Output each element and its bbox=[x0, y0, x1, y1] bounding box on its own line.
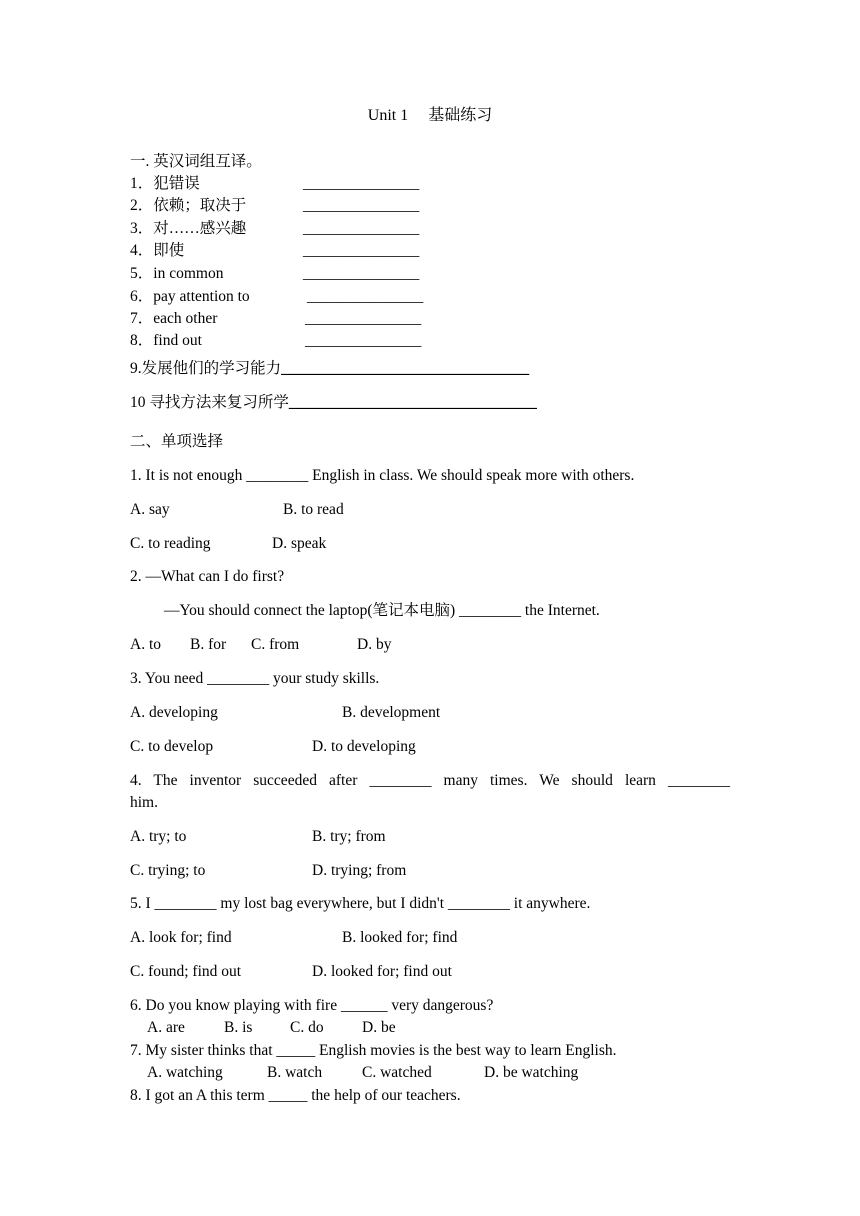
item-text: in common bbox=[153, 265, 224, 282]
q3-option-a: A. developing bbox=[130, 704, 218, 721]
q2-option-b: B. for bbox=[190, 636, 227, 653]
item-text: 依赖；取决于 bbox=[153, 197, 247, 214]
item-text: pay attention to bbox=[153, 288, 250, 305]
q1-option-c: C. to reading bbox=[130, 535, 211, 552]
q3-option-b: B. development bbox=[342, 704, 441, 721]
question-6-stem: 6. Do you know playing with fire ______ very dangerous? bbox=[130, 997, 494, 1014]
q6-option-c: C. do bbox=[290, 1019, 324, 1036]
page-title: Unit 1 基础练习 bbox=[367, 107, 493, 124]
item-number: 1． bbox=[130, 175, 154, 192]
item-text: find out bbox=[153, 332, 202, 349]
item-number: 5． bbox=[130, 265, 154, 282]
answer-blank-2: _______________ bbox=[303, 197, 420, 214]
item-text: 10 寻找方法来复习所学 bbox=[130, 394, 289, 411]
question-3-stem: 3. You need ________ your study skills. bbox=[130, 670, 380, 687]
answer-blank-3: _______________ bbox=[303, 220, 420, 237]
vocab-item-4 bbox=[130, 241, 184, 261]
q7-option-a: A. watching bbox=[147, 1064, 223, 1081]
q2-option-c: C. from bbox=[251, 636, 300, 653]
q7-option-d: D. be watching bbox=[484, 1064, 579, 1081]
q4-option-a: A. try; to bbox=[130, 828, 187, 845]
answer-blank-4: _______________ bbox=[303, 242, 420, 259]
answer-blank-7: _______________ bbox=[305, 310, 422, 327]
answer-blank-9: ________________________________ bbox=[281, 360, 530, 377]
q1-option-d: D. speak bbox=[272, 535, 327, 552]
answer-blank-8: _______________ bbox=[305, 332, 422, 349]
q1-option-b: B. to read bbox=[283, 501, 344, 518]
question-7-stem: 7. My sister thinks that _____ English movies is the best way to learn English. bbox=[130, 1042, 617, 1059]
item-text: 即使 bbox=[153, 242, 185, 259]
question-4-stem: 4. The inventor succeeded after ________ many times. We should learn ________ bbox=[130, 772, 730, 789]
q4-option-b: B. try; from bbox=[312, 828, 386, 845]
q6-option-d: D. be bbox=[362, 1019, 396, 1036]
vocab-item-10 bbox=[130, 393, 537, 413]
q1-option-a: A. say bbox=[130, 501, 170, 518]
q6-option-a: A. are bbox=[147, 1019, 185, 1036]
vocab-item-5 bbox=[130, 264, 223, 284]
answer-blank-6: _______________ bbox=[307, 288, 424, 305]
q4-option-c: C. trying; to bbox=[130, 862, 206, 879]
answer-blank-10: ________________________________ bbox=[288, 394, 537, 411]
item-number: 6． bbox=[130, 288, 154, 305]
question-8-stem: 8. I got an A this term _____ the help of our teachers. bbox=[130, 1087, 461, 1104]
vocab-item-6 bbox=[130, 287, 250, 307]
q3-option-d: D. to developing bbox=[312, 738, 416, 755]
section2-heading: 二、单项选择 bbox=[130, 433, 224, 450]
q2-option-d: D. by bbox=[357, 636, 392, 653]
item-number: 4． bbox=[130, 242, 154, 259]
q7-option-c: C. watched bbox=[362, 1064, 432, 1081]
q5-option-a: A. look for; find bbox=[130, 929, 232, 946]
q4-option-d: D. trying; from bbox=[312, 862, 407, 879]
vocab-item-7 bbox=[130, 309, 217, 329]
question-2-stem-2: —You should connect the laptop(笔记本电脑) ________ the Internet. bbox=[164, 602, 600, 619]
vocab-item-9 bbox=[130, 359, 529, 379]
vocab-item-3 bbox=[130, 219, 246, 239]
answer-blank-1: _______________ bbox=[303, 175, 420, 192]
q5-option-d: D. looked for; find out bbox=[312, 963, 452, 980]
item-text: 9.发展他们的学习能力 bbox=[130, 360, 282, 377]
item-number: 7． bbox=[130, 310, 154, 327]
vocab-item-1 bbox=[130, 174, 200, 194]
q6-option-b: B. is bbox=[224, 1019, 253, 1036]
answer-blank-5: _______________ bbox=[303, 265, 420, 282]
question-1-stem: 1. It is not enough ________ English in class. We should speak more with others. bbox=[130, 467, 635, 484]
item-text: 对……感兴趣 bbox=[153, 220, 247, 237]
item-text: 犯错误 bbox=[153, 175, 200, 192]
item-number: 8． bbox=[130, 332, 154, 349]
q2-option-a: A. to bbox=[130, 636, 161, 653]
question-2-stem: 2. —What can I do first? bbox=[130, 568, 285, 585]
question-4-stem-2: him. bbox=[130, 794, 158, 811]
item-text: each other bbox=[153, 310, 218, 327]
item-number: 3． bbox=[130, 220, 154, 237]
q7-option-b: B. watch bbox=[267, 1064, 323, 1081]
vocab-item-2 bbox=[130, 196, 246, 216]
item-number: 2． bbox=[130, 197, 154, 214]
section1-heading: 一. 英汉词组互译。 bbox=[130, 153, 262, 170]
q5-option-b: B. looked for; find bbox=[342, 929, 458, 946]
vocab-item-8 bbox=[130, 331, 202, 351]
question-5-stem: 5. I ________ my lost bag everywhere, but I didn't ________ it anywhere. bbox=[130, 895, 591, 912]
q5-option-c: C. found; find out bbox=[130, 963, 242, 980]
q3-option-c: C. to develop bbox=[130, 738, 214, 755]
